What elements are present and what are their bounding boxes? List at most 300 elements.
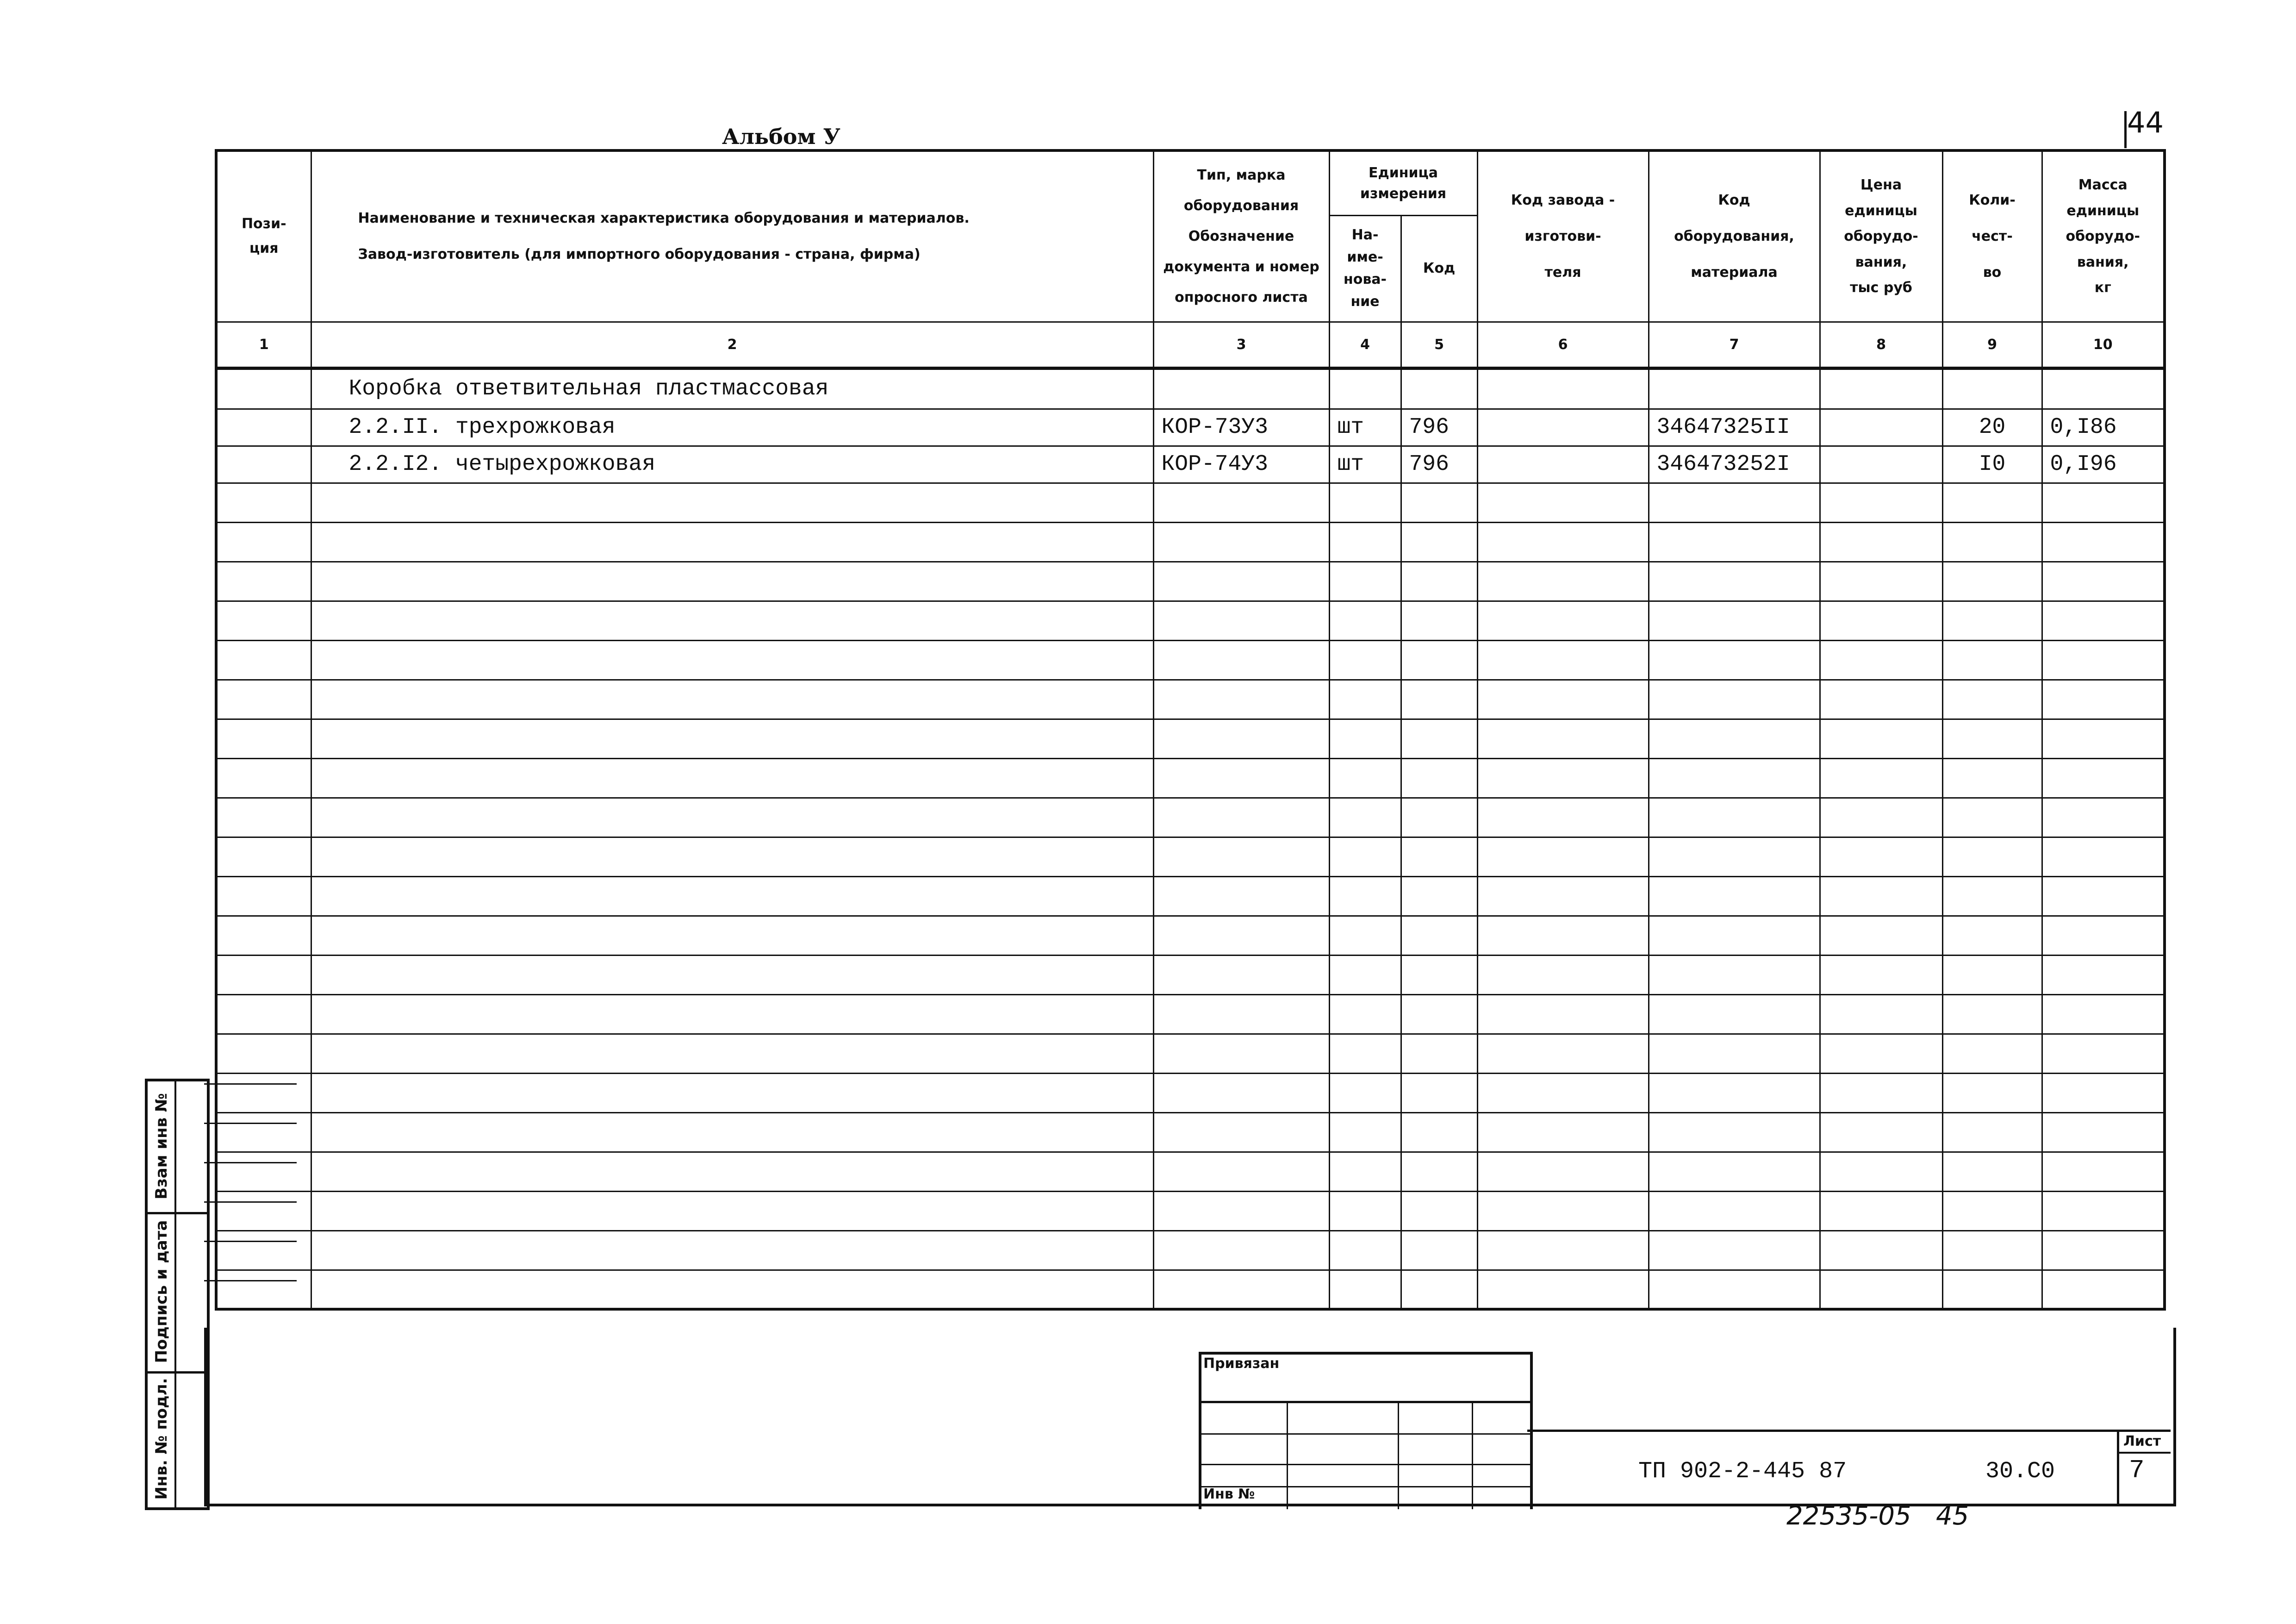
- table-cell: [2042, 916, 2165, 955]
- table-cell: [1401, 719, 1477, 758]
- left-approval-stamp: [145, 1079, 210, 1510]
- table-cell: [1820, 1191, 1942, 1230]
- table-cell: [1329, 1230, 1401, 1270]
- linked-label: Привязан: [1203, 1355, 1280, 1372]
- table-cell: [311, 955, 1153, 994]
- table-cell: [216, 483, 311, 522]
- table-cell: [311, 1230, 1153, 1270]
- sheet-label: Лист: [2123, 1433, 2161, 1449]
- table-cell: [1401, 601, 1477, 640]
- table-cell: [1942, 601, 2042, 640]
- table-cell: [1477, 368, 1649, 409]
- table-cell: [311, 562, 1153, 601]
- table-cell: [1942, 640, 2042, 680]
- margin-line: [204, 1241, 297, 1242]
- table-row-empty: [216, 640, 2165, 680]
- table-cell: [1329, 1034, 1401, 1073]
- stamp-divider: [1201, 1401, 1530, 1403]
- col-number: 2: [311, 322, 1153, 368]
- table-cell: 0,I96: [2042, 446, 2165, 483]
- col-header-equipment-code: Код оборудования, материала: [1649, 150, 1820, 322]
- table-cell: [1942, 1152, 2042, 1191]
- table-cell: [1942, 522, 2042, 562]
- table-cell: [1329, 1270, 1401, 1309]
- col-number: 8: [1820, 322, 1942, 368]
- album-title: Альбом У: [722, 124, 840, 149]
- stamp-inv-original-label: Инв. № подл.: [152, 1378, 171, 1500]
- table-cell: [2042, 876, 2165, 916]
- table-cell: [1942, 955, 2042, 994]
- table-cell: 2.2.II. трехрожковая: [311, 409, 1153, 446]
- table-cell: [311, 876, 1153, 916]
- table-cell: [1942, 368, 2042, 409]
- bottom-title-block: [204, 1328, 2176, 1506]
- table-cell: КОР-74У3: [1153, 446, 1329, 483]
- table-cell: [1153, 680, 1329, 719]
- table-cell: [1820, 680, 1942, 719]
- table-cell: [311, 798, 1153, 837]
- col-header-mass: Масса единицы оборудо- вания, кг: [2042, 150, 2165, 322]
- table-cell: [1401, 994, 1477, 1034]
- table-cell: [1329, 601, 1401, 640]
- table-cell: [2042, 837, 2165, 876]
- table-row: [216, 446, 2165, 483]
- archive-number: 22535-05 45: [1786, 1501, 1969, 1531]
- table-cell: [1153, 1112, 1329, 1152]
- table-cell: [1820, 955, 1942, 994]
- stamp-divider: [1472, 1401, 1473, 1509]
- stamp-divider: [1287, 1401, 1288, 1509]
- table-cell: [1153, 994, 1329, 1034]
- table-cell: [1649, 1152, 1820, 1191]
- table-cell: [1820, 758, 1942, 798]
- corner-number: 44: [2127, 106, 2164, 139]
- col-number: 4: [1329, 322, 1401, 368]
- table-cell: КОР-73У3: [1153, 409, 1329, 446]
- col-header-price: Цена единицы оборудо- вания, тыс руб: [1820, 150, 1942, 322]
- table-cell: [1477, 1152, 1649, 1191]
- table-cell: [1329, 680, 1401, 719]
- table-cell: [1942, 719, 2042, 758]
- table-cell: [216, 798, 311, 837]
- col-number: 9: [1942, 322, 2042, 368]
- table-cell: [1401, 955, 1477, 994]
- margin-line: [204, 1083, 297, 1085]
- table-cell: [1153, 522, 1329, 562]
- table-cell: [1649, 601, 1820, 640]
- table-cell: [1942, 916, 2042, 955]
- stamp-divider: [148, 1371, 207, 1374]
- table-cell: [2042, 758, 2165, 798]
- table-cell: [1649, 680, 1820, 719]
- table-cell: [1942, 994, 2042, 1034]
- col-number: 10: [2042, 322, 2165, 368]
- table-cell: [1649, 719, 1820, 758]
- table-cell: [1401, 562, 1477, 601]
- table-cell: [1820, 1112, 1942, 1152]
- table-cell: [1820, 994, 1942, 1034]
- table-cell: [311, 640, 1153, 680]
- table-cell: [1477, 522, 1649, 562]
- table-cell: [2042, 1034, 2165, 1073]
- table-cell: [311, 994, 1153, 1034]
- stamp-signature-date-label: Подпись и дата: [152, 1220, 171, 1363]
- col-header-name: Наименование и техническая характеристика оборудования и материалов. Завод-изготовитель (для импортного оборудования - страна, фирма): [311, 150, 1153, 322]
- sheet-number: 7: [2129, 1455, 2145, 1485]
- table-cell: [1477, 409, 1649, 446]
- table-cell: [1649, 1073, 1820, 1112]
- table-cell: [1820, 798, 1942, 837]
- table-cell: [1477, 876, 1649, 916]
- table-cell: [2042, 1073, 2165, 1112]
- table-row-empty: [216, 994, 2165, 1034]
- table-cell: [1477, 837, 1649, 876]
- table-cell: [1477, 1112, 1649, 1152]
- table-cell: [311, 680, 1153, 719]
- table-cell: [1477, 1230, 1649, 1270]
- stamp-divider: [174, 1081, 176, 1507]
- table-cell: [1942, 680, 2042, 719]
- table-cell: [1401, 1191, 1477, 1230]
- table-cell: [1649, 758, 1820, 798]
- table-cell: [216, 994, 311, 1034]
- margin-line: [204, 1162, 297, 1163]
- table-cell: [1477, 562, 1649, 601]
- table-cell: [1820, 640, 1942, 680]
- col-header-type: Тип, марка оборудования Обозначение документа и номер опросного листа: [1153, 150, 1329, 322]
- table-cell: [1477, 483, 1649, 522]
- table-cell: [1649, 1191, 1820, 1230]
- table-cell: [1477, 955, 1649, 994]
- table-cell: [216, 758, 311, 798]
- table-cell: [311, 1034, 1153, 1073]
- table-cell: [1329, 1112, 1401, 1152]
- table-cell: [1820, 483, 1942, 522]
- table-cell: [1477, 798, 1649, 837]
- table-cell: [1649, 640, 1820, 680]
- table-cell: [1401, 1270, 1477, 1309]
- table-cell: Коробка ответвительная пластмассовая: [311, 368, 1153, 409]
- table-cell: [1649, 798, 1820, 837]
- table-cell: [216, 640, 311, 680]
- corner-divider: [2124, 111, 2127, 148]
- table-cell: [216, 522, 311, 562]
- table-row-empty: [216, 955, 2165, 994]
- table-row: [216, 409, 2165, 446]
- table-cell: [1649, 1112, 1820, 1152]
- table-cell: [216, 1230, 311, 1270]
- table-cell: [1329, 1073, 1401, 1112]
- table-cell: [1329, 916, 1401, 955]
- table-cell: [1820, 562, 1942, 601]
- table-cell: [1942, 1230, 2042, 1270]
- table-cell: [1401, 1073, 1477, 1112]
- table-cell: [1820, 1230, 1942, 1270]
- table-cell: [216, 1270, 311, 1309]
- table-row-empty: [216, 1270, 2165, 1309]
- table-cell: [1329, 758, 1401, 798]
- col-header-unit-code: Код: [1401, 215, 1477, 322]
- table-cell: 34647325II: [1649, 409, 1820, 446]
- table-row: [216, 368, 2165, 409]
- table-cell: [1329, 798, 1401, 837]
- table-cell: [1153, 368, 1329, 409]
- table-cell: [216, 955, 311, 994]
- table-cell: [1401, 522, 1477, 562]
- table-row-empty: [216, 601, 2165, 640]
- table-cell: [1153, 1152, 1329, 1191]
- table-cell: [2042, 1270, 2165, 1309]
- table-cell: [1153, 916, 1329, 955]
- col-number: 6: [1477, 322, 1649, 368]
- table-cell: [1153, 1230, 1329, 1270]
- table-cell: I0: [1942, 446, 2042, 483]
- table-cell: [311, 719, 1153, 758]
- col-number: 7: [1649, 322, 1820, 368]
- table-cell: [1477, 446, 1649, 483]
- table-cell: [1649, 916, 1820, 955]
- table-row-empty: [216, 1230, 2165, 1270]
- table-cell: [216, 1112, 311, 1152]
- table-cell: шт: [1329, 409, 1401, 446]
- table-cell: [1153, 483, 1329, 522]
- table-cell: [216, 680, 311, 719]
- table-cell: [311, 837, 1153, 876]
- table-cell: [1820, 916, 1942, 955]
- stamp-divider: [148, 1212, 207, 1214]
- table-cell: [1942, 1191, 2042, 1230]
- table-row-empty: [216, 837, 2165, 876]
- table-cell: [1942, 562, 2042, 601]
- table-row-empty: [216, 1034, 2165, 1073]
- table-cell: [1401, 640, 1477, 680]
- table-cell: [1401, 798, 1477, 837]
- table-cell: [1477, 994, 1649, 1034]
- table-cell: [1153, 798, 1329, 837]
- table-cell: [1401, 916, 1477, 955]
- table-cell: [1820, 368, 1942, 409]
- table-cell: [1649, 837, 1820, 876]
- table-cell: шт: [1329, 446, 1401, 483]
- table-cell: [1942, 876, 2042, 916]
- table-cell: [1477, 916, 1649, 955]
- table-row-empty: [216, 522, 2165, 562]
- table-cell: [1820, 1034, 1942, 1073]
- table-cell: [1477, 758, 1649, 798]
- table-cell: [1649, 562, 1820, 601]
- table-cell: [1477, 1073, 1649, 1112]
- table-row-empty: [216, 719, 2165, 758]
- table-cell: [1477, 640, 1649, 680]
- stamp-divider: [1201, 1464, 1530, 1465]
- col-header-unit-name: На- име- нова- ние: [1329, 215, 1401, 322]
- table-cell: [216, 916, 311, 955]
- title-block-divider: [2117, 1452, 2171, 1454]
- table-cell: [311, 916, 1153, 955]
- stamp-inv-replacement-label: Взам инв №: [152, 1093, 171, 1199]
- table-row-empty: [216, 680, 2165, 719]
- table-cell: [1153, 1270, 1329, 1309]
- table-cell: [216, 1073, 311, 1112]
- table-cell: [311, 1270, 1153, 1309]
- table-cell: [2042, 601, 2165, 640]
- table-cell: [1153, 1073, 1329, 1112]
- table-cell: [1401, 1034, 1477, 1073]
- table-cell: [1401, 876, 1477, 916]
- table-cell: [1649, 955, 1820, 994]
- table-cell: [1820, 837, 1942, 876]
- table-cell: [1401, 758, 1477, 798]
- table-cell: [1820, 1152, 1942, 1191]
- table-cell: [1820, 876, 1942, 916]
- table-cell: [1401, 483, 1477, 522]
- table-cell: [1153, 837, 1329, 876]
- table-cell: [216, 368, 311, 409]
- table-cell: [216, 1191, 311, 1230]
- table-cell: [1153, 1034, 1329, 1073]
- table-cell: [2042, 1191, 2165, 1230]
- table-cell: [1401, 1152, 1477, 1191]
- col-number: 5: [1401, 322, 1477, 368]
- table-row-empty: [216, 483, 2165, 522]
- table-cell: [2042, 680, 2165, 719]
- table-cell: [1649, 994, 1820, 1034]
- table-cell: [1477, 1191, 1649, 1230]
- table-row-empty: [216, 876, 2165, 916]
- table-cell: [1649, 483, 1820, 522]
- table-cell: [1153, 955, 1329, 994]
- table-cell: [1942, 837, 2042, 876]
- table-cell: [1942, 1112, 2042, 1152]
- table-cell: [1401, 1230, 1477, 1270]
- table-cell: 20: [1942, 409, 2042, 446]
- table-row-empty: [216, 1073, 2165, 1112]
- table-cell: [1153, 562, 1329, 601]
- table-cell: [1153, 601, 1329, 640]
- table-cell: 0,I86: [2042, 409, 2165, 446]
- table-cell: [216, 562, 311, 601]
- table-cell: [311, 1112, 1153, 1152]
- table-cell: [1942, 1270, 2042, 1309]
- table-cell: [311, 601, 1153, 640]
- table-cell: [2042, 368, 2165, 409]
- table-cell: [1942, 798, 2042, 837]
- table-row-empty: [216, 1112, 2165, 1152]
- table-cell: [311, 522, 1153, 562]
- table-cell: [2042, 522, 2165, 562]
- table-cell: [1942, 483, 2042, 522]
- table-row-empty: [216, 798, 2165, 837]
- col-number: 3: [1153, 322, 1329, 368]
- table-cell: [1329, 368, 1401, 409]
- margin-line: [204, 1123, 297, 1124]
- table-cell: [216, 719, 311, 758]
- col-header-plant-code: Код завода - изготови- теля: [1477, 150, 1649, 322]
- table-cell: [2042, 562, 2165, 601]
- stamp-divider: [1201, 1433, 1530, 1435]
- table-cell: [1820, 1270, 1942, 1309]
- table-cell: [1401, 837, 1477, 876]
- table-cell: 2.2.I2. четырехрожковая: [311, 446, 1153, 483]
- table-cell: [2042, 798, 2165, 837]
- table-cell: [1329, 1152, 1401, 1191]
- table-cell: [216, 876, 311, 916]
- stamp-divider: [1398, 1401, 1399, 1509]
- table-cell: [1329, 483, 1401, 522]
- table-cell: [2042, 483, 2165, 522]
- table-cell: [1477, 719, 1649, 758]
- table-cell: [1942, 1034, 2042, 1073]
- table-cell: [1820, 409, 1942, 446]
- table-cell: [1942, 758, 2042, 798]
- table-cell: [1942, 1073, 2042, 1112]
- col-header-unit-group: Единица измерения: [1329, 150, 1477, 215]
- table-cell: [1153, 719, 1329, 758]
- table-cell: [311, 1191, 1153, 1230]
- table-cell: [1329, 719, 1401, 758]
- table-cell: [1329, 522, 1401, 562]
- table-cell: [216, 409, 311, 446]
- table-cell: [1820, 719, 1942, 758]
- table-cell: [1153, 758, 1329, 798]
- table-cell: [216, 837, 311, 876]
- table-cell: [2042, 1112, 2165, 1152]
- table-cell: [311, 758, 1153, 798]
- table-cell: [1401, 368, 1477, 409]
- table-row-empty: [216, 1152, 2165, 1191]
- table-cell: [1820, 446, 1942, 483]
- table-cell: [216, 601, 311, 640]
- table-cell: [1401, 680, 1477, 719]
- table-cell: [2042, 719, 2165, 758]
- table-row-empty: [216, 758, 2165, 798]
- col-header-quantity: Коли- чест- во: [1942, 150, 2042, 322]
- table-cell: [2042, 1152, 2165, 1191]
- table-cell: [1153, 1191, 1329, 1230]
- table-cell: [1820, 1073, 1942, 1112]
- table-cell: [1477, 1270, 1649, 1309]
- table-cell: [1153, 876, 1329, 916]
- table-cell: [1649, 522, 1820, 562]
- table-cell: [2042, 640, 2165, 680]
- title-block-divider: [2117, 1430, 2119, 1506]
- table-cell: [1329, 837, 1401, 876]
- table-cell: [2042, 1230, 2165, 1270]
- table-cell: [1820, 601, 1942, 640]
- margin-line: [204, 1201, 297, 1203]
- table-cell: [1649, 1230, 1820, 1270]
- table-cell: [1401, 1112, 1477, 1152]
- table-row-empty: [216, 1191, 2165, 1230]
- table-cell: 796: [1401, 446, 1477, 483]
- table-cell: [1153, 640, 1329, 680]
- linked-stamp-box: [1199, 1352, 1533, 1509]
- table-cell: [1649, 368, 1820, 409]
- margin-line: [204, 1280, 297, 1281]
- col-header-position: Пози- ция: [216, 150, 311, 322]
- table-cell: [311, 1073, 1153, 1112]
- table-cell: [216, 1152, 311, 1191]
- table-cell: [311, 483, 1153, 522]
- table-cell: [1329, 994, 1401, 1034]
- title-block-divider: [1527, 1430, 2171, 1432]
- table-cell: [1649, 1270, 1820, 1309]
- document-code: ТП 902-2-445 87: [1638, 1458, 1847, 1485]
- table-cell: [1329, 876, 1401, 916]
- table-cell: 796: [1401, 409, 1477, 446]
- table-cell: [1820, 522, 1942, 562]
- table-cell: [1477, 601, 1649, 640]
